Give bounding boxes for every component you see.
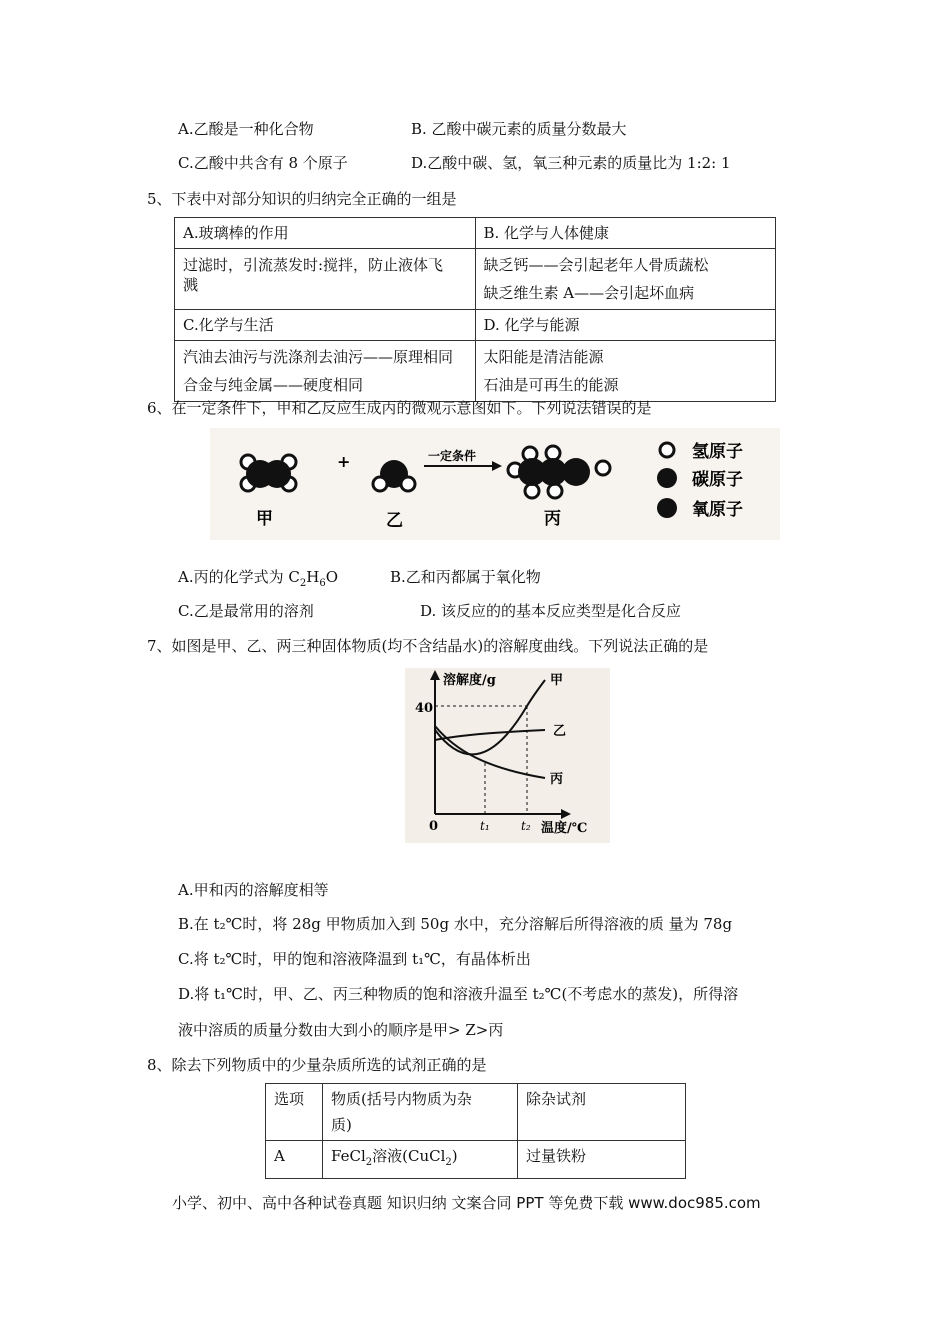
q8-head-option: 选项 <box>266 1084 323 1141</box>
q8-stem: 8、除去下列物质中的少量杂质所选的试剂正确的是 <box>147 1056 487 1074</box>
q5-d-line-1: 太阳能是清洁能源 <box>483 348 604 366</box>
q5-cell-b-head: B. 化学与人体健康 <box>475 218 776 249</box>
solubility-svg <box>405 668 610 843</box>
curve-yi <box>435 730 545 740</box>
q5-cell-d-head: D. 化学与能源 <box>475 310 776 341</box>
molecule-yi <box>373 460 415 491</box>
q5-d-line-2: 石油是可再生的能源 <box>483 376 619 394</box>
q5-cell-c-head: C.化学与生活 <box>175 310 476 341</box>
molecule-bing-core <box>518 458 590 486</box>
q6-option-d: D. 该反应的的基本反应类型是化合反应 <box>420 602 682 620</box>
q4-option-b: B. 乙酸中碳元素的质量分数最大 <box>411 120 627 138</box>
q6-option-b: B.乙和丙都属于氧化物 <box>390 568 541 586</box>
q5-stem: 5、下表中对部分知识的归纳完全正确的一组是 <box>147 190 457 208</box>
page-footer: 小学、初中、高中各种试卷真题 知识归纳 文案合同 PPT 等免费下载 www.doc985.com <box>172 1194 761 1212</box>
solubility-curve-figure <box>405 668 610 843</box>
y-axis-arrow-icon <box>430 670 440 680</box>
y-axis-label: 溶解度/g <box>443 673 496 688</box>
curve-bing-label: 丙 <box>550 772 564 787</box>
q5-cell-a-head: A.玻璃棒的作用 <box>175 218 476 249</box>
q4-option-a: A.乙酸是一种化合物 <box>178 120 314 138</box>
q6-stem: 6、在一定条件下，甲和乙反应生成丙的微观示意图如下。下列说法错误的是 <box>147 399 652 417</box>
q7-option-d-line-1: D.将 t₁℃时，甲、乙、丙三种物质的饱和溶液升温至 t₂℃(不考虑水的蒸发)，所得溶 <box>178 985 739 1003</box>
q5-b-line-1: 缺乏钙——会引起老年人骨质蔬松 <box>483 256 709 274</box>
q6-option-a: A.丙的化学式为 $C_2H_6O$ <box>178 568 339 589</box>
q8-row-a-option: A <box>266 1141 323 1179</box>
x-axis-arrow-icon <box>561 809 571 819</box>
q5-cell-b-body <box>475 249 776 310</box>
q5-b-line-2: 缺乏维生素 A——会引起坏血病 <box>483 284 695 302</box>
q4-option-c: C.乙酸中共含有 8 个原子 <box>178 154 348 172</box>
plus-sign: + <box>337 452 351 471</box>
arrow-condition: 一定条件 <box>428 449 477 463</box>
legend-o-label: 氧原子 <box>692 500 743 520</box>
q7-stem: 7、如图是甲、乙、两三种固体物质(均不含结晶水)的溶解度曲线。下列说法正确的是 <box>147 637 709 655</box>
q7-option-a: A.甲和丙的溶解度相等 <box>178 881 329 899</box>
q4-option-d: D.乙酸中碳、氢，氧三种元素的质量比为 1:2: 1 <box>411 154 731 172</box>
q5-table <box>174 217 776 402</box>
curve-jia-label: 甲 <box>550 673 564 688</box>
label-yi: 乙 <box>386 511 403 531</box>
t1-label: t₁ <box>480 819 490 833</box>
q7-option-b: B.在 t₂℃时，将 28g 甲物质加入到 50g 水中，充分溶解后所得溶液的质 量为 78g <box>178 915 733 933</box>
q8-head-substance: 物质(括号内物质为杂 质) <box>323 1084 518 1141</box>
legend-h-icon <box>660 443 674 457</box>
q8-row-a-substance: FeCl$_2$溶液(CuCl$_2$) <box>323 1141 518 1179</box>
x-axis-label: 温度/℃ <box>541 821 588 836</box>
molecule-svg <box>210 428 780 540</box>
molecule-jia-carbons <box>246 460 291 488</box>
arrow-head-icon <box>492 461 502 471</box>
q5-a-line-2: 溅 <box>183 276 199 294</box>
label-bing: 丙 <box>544 509 561 529</box>
q8-head-reagent: 除杂试剂 <box>518 1084 686 1141</box>
legend-o-icon <box>657 498 677 518</box>
legend-c-label: 碳原子 <box>692 470 743 490</box>
q8-table <box>265 1083 686 1179</box>
q8-row-a-reagent: 过量铁粉 <box>518 1141 686 1179</box>
q5-cell-d-body <box>475 341 776 402</box>
q5-a-line-1: 过滤时，引流蒸发时:搅拌，防止液体飞 <box>183 256 444 274</box>
q5-c-line-2: 合金与纯金属——硬度相同 <box>183 376 364 394</box>
legend-c-icon <box>657 468 677 488</box>
q5-cell-a-body <box>175 249 476 310</box>
label-jia: 甲 <box>256 509 273 529</box>
y-tick-40: 40 <box>415 701 434 716</box>
t2-label: t₂ <box>521 819 531 833</box>
curve-yi-label: 乙 <box>553 724 567 739</box>
q6-option-c: C.乙是最常用的溶剂 <box>178 602 314 620</box>
origin-label: 0 <box>429 819 439 834</box>
molecule-reaction-figure <box>210 428 780 540</box>
q5-c-line-1: 汽油去油污与洗涤剂去油污——原理相同 <box>183 348 454 366</box>
legend-h-label: 氢原子 <box>692 442 743 462</box>
q5-cell-c-body <box>175 341 476 402</box>
q7-option-d-line-2: 液中溶质的质量分数由大到小的顺序是甲> Z>丙 <box>178 1021 504 1039</box>
q7-option-c: C.将 t₂℃时，甲的饱和溶液降温到 t₁℃，有晶体析出 <box>178 950 531 968</box>
